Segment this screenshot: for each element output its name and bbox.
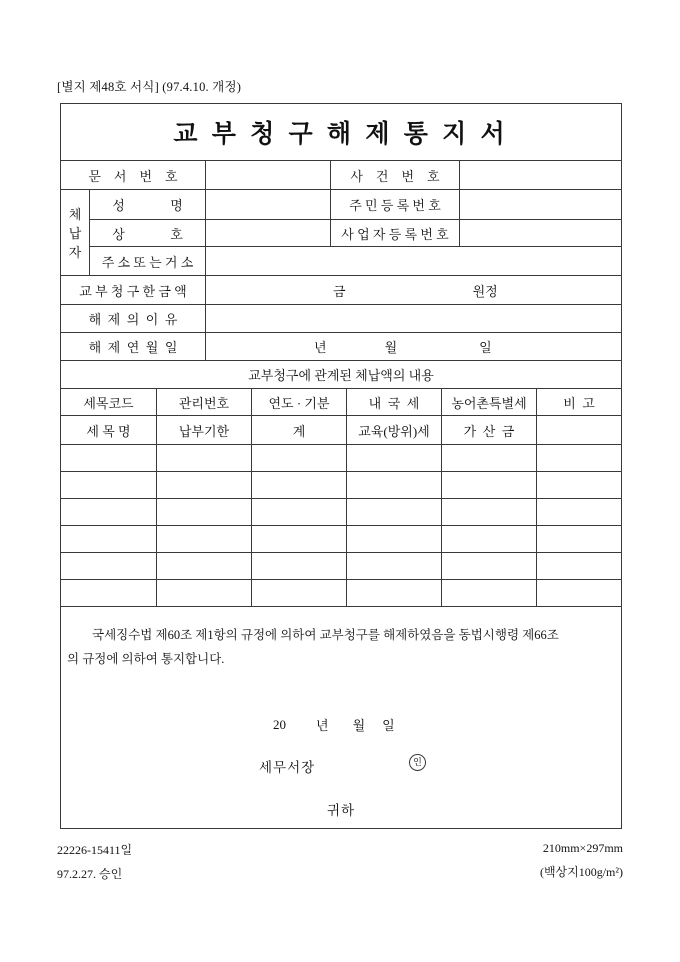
paper-size-note: 210mm×297mm: [542, 841, 623, 855]
col-header-tax-item-name: 세 목 명: [86, 423, 131, 439]
col-header-year-term: 연도 · 기분: [251, 389, 346, 415]
arrears-empty-cell: [346, 580, 441, 606]
resident-no-label: 주 민 등 록 번 호: [330, 190, 459, 219]
col-header-tax-code: 세목코드: [83, 395, 134, 411]
arrears-empty-cell: [346, 553, 441, 579]
arrears-empty-cell: [441, 553, 536, 579]
arrears-empty-cell: [346, 499, 441, 525]
arrears-empty-row: [61, 525, 621, 552]
doc-no-value-cell: [205, 161, 330, 189]
arrears-section-title-row: [61, 360, 621, 388]
col-header-education-tax: 교육(방위)세: [346, 416, 441, 444]
notice-date-line: [273, 715, 395, 734]
form-revision-note: [별지 제48호 서식] (97.4.10. 개정): [57, 80, 242, 94]
arrears-empty-cell: [61, 526, 156, 552]
debtor-char-2: 납: [68, 226, 82, 241]
arrears-empty-cell: [61, 580, 156, 606]
arrears-empty-row: [61, 498, 621, 525]
debtor-char-3: 자: [68, 245, 82, 260]
col-header-mgmt-no: 관리번호: [156, 389, 251, 415]
footer-right: [540, 836, 623, 884]
trade-name-value-cell: [205, 219, 330, 246]
notice-line-1: 국세징수법 제60조 제1항의 규정에 의하여 교부청구를 해제하였음을 동법시행령 제66조: [92, 628, 559, 642]
release-date-value-cell: [205, 333, 621, 360]
amount-suffix: 원정: [472, 283, 498, 299]
col-header-total: 계: [251, 416, 346, 444]
arrears-empty-cell: [441, 499, 536, 525]
address-value-cell: [205, 246, 621, 275]
col-header-due-date: 납부기한: [156, 416, 251, 444]
release-day-label: 일: [479, 340, 492, 355]
arrears-empty-cell: [536, 499, 621, 525]
signer-title: 세무서장: [259, 760, 316, 775]
release-reason-value-cell: [205, 305, 621, 332]
arrears-empty-cell: [61, 472, 156, 498]
col-header-rural-special-tax: 농어촌특별세: [441, 389, 536, 415]
arrears-empty-cell: [441, 472, 536, 498]
arrears-empty-cell: [251, 580, 346, 606]
claim-amount-label: 교 부 청 구 한 금 액: [79, 283, 187, 299]
col-header-remarks: 비 고: [536, 389, 621, 415]
address-label: 주 소 또 는 거 소: [89, 246, 205, 275]
arrears-empty-cell: [441, 526, 536, 552]
arrears-empty-cell: [251, 472, 346, 498]
release-year-label: 년: [314, 340, 327, 355]
form-control-number: 22226-15411일: [57, 843, 133, 857]
notice-day-label: 일: [382, 718, 395, 733]
col-header-national-tax: 내 국 세: [346, 389, 441, 415]
arrears-empty-cell: [251, 553, 346, 579]
arrears-empty-cell: [346, 445, 441, 471]
arrears-empty-cell: [251, 526, 346, 552]
arrears-empty-cell: [156, 553, 251, 579]
arrears-empty-row: [61, 552, 621, 579]
arrears-empty-cell: [251, 445, 346, 471]
notice-year-prefix: 20: [273, 716, 286, 732]
arrears-empty-cell: [156, 580, 251, 606]
signer-line: [61, 754, 621, 774]
col-header-surcharge: 가 산 금: [441, 416, 536, 444]
arrears-empty-row: [61, 444, 621, 471]
notice-year-label: 년: [316, 718, 329, 733]
arrears-empty-cell: [61, 553, 156, 579]
release-date-label: 해 제 연 월 일: [88, 340, 178, 355]
release-reason-row: [61, 304, 621, 332]
trade-name-label: 상 호: [89, 219, 205, 246]
arrears-empty-cell: [536, 580, 621, 606]
arrears-empty-cell: [61, 445, 156, 471]
arrears-empty-cell: [346, 472, 441, 498]
notice-month-label: 월: [352, 718, 366, 733]
resident-no-value-cell: [459, 190, 621, 219]
arrears-empty-cell: [441, 580, 536, 606]
arrears-empty-row: [61, 579, 621, 606]
name-value-cell: [205, 190, 330, 219]
release-month-label: 월: [384, 340, 398, 355]
seal-stamp-icon: 인: [409, 754, 426, 771]
debtor-char-1: 체: [68, 207, 82, 222]
form-outer-box: [60, 103, 622, 829]
footer-left: [57, 838, 132, 886]
doc-case-number-row: [61, 160, 621, 189]
form-title: 교 부 청 구 해 제 통 지 서: [173, 121, 509, 148]
claim-amount-row: [61, 275, 621, 304]
arrears-empty-cell: [251, 499, 346, 525]
case-no-value-cell: [459, 161, 621, 189]
arrears-empty-cell: [536, 553, 621, 579]
notice-section: [61, 606, 621, 831]
arrears-empty-cell: [156, 526, 251, 552]
arrears-empty-cell: [536, 472, 621, 498]
col-header-blank: [536, 416, 621, 444]
recipient-label: 귀하: [326, 803, 356, 818]
arrears-empty-cell: [536, 526, 621, 552]
debtor-vertical-label: [61, 190, 89, 275]
arrears-empty-row: [61, 471, 621, 498]
claim-amount-value-cell: [205, 276, 621, 304]
approval-date: 97.2.27. 승인: [57, 867, 123, 881]
case-no-label: 사 건 번 호: [330, 161, 459, 189]
arrears-header-row-1: [61, 388, 621, 415]
doc-no-label: 문 서 번 호: [88, 168, 178, 184]
arrears-empty-cell: [156, 472, 251, 498]
arrears-empty-cell: [346, 526, 441, 552]
arrears-empty-cell: [536, 445, 621, 471]
arrears-empty-cell: [61, 499, 156, 525]
arrears-header-row-2: [61, 415, 621, 444]
arrears-empty-cell: [156, 445, 251, 471]
arrears-empty-cell: [441, 445, 536, 471]
form-title-row: [61, 104, 621, 160]
release-reason-label: 해 제 의 이 유: [88, 312, 178, 327]
release-date-row: [61, 332, 621, 360]
amount-prefix: 금: [333, 283, 346, 299]
name-label: 성 명: [89, 190, 205, 219]
paper-spec-note: (백상지100g/m²): [539, 865, 623, 879]
business-no-label: 사 업 자 등 록 번 호: [330, 219, 459, 246]
notice-line-2: 의 규정에 의하여 통지합니다.: [67, 652, 225, 666]
business-no-value-cell: [459, 219, 621, 246]
arrears-section-title: 교부청구에 관계된 체납액의 내용: [248, 368, 434, 383]
arrears-empty-cell: [156, 499, 251, 525]
debtor-section: [61, 189, 621, 275]
notice-paragraph: [67, 623, 615, 671]
